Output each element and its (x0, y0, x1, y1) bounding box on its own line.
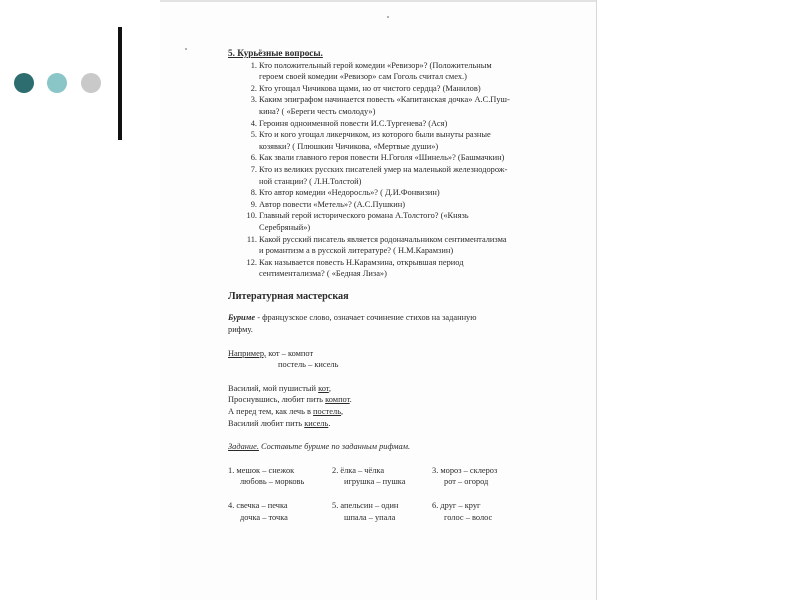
questions-list (228, 60, 568, 280)
rhyme-pair: 5. апельсин – один (332, 501, 399, 510)
definition-term: Буриме (228, 313, 256, 323)
question-text: Кто положительный герой комедии «Ревизор»? (Положительным (259, 60, 492, 70)
question-number: 11. (246, 234, 257, 244)
scan-speck (185, 48, 187, 50)
question-text: Как звали главного героя повести Н.Гоголя «Шинель»? (Башмачкин) (259, 153, 505, 163)
example-pair: кот – компот (266, 348, 314, 358)
rhyme-pair: голос – волос (444, 512, 493, 522)
question-text: и романтизм а в русской литературе? ( Н.М.Карамзин) (259, 246, 454, 256)
question-number: 12. (246, 257, 257, 267)
document-text (228, 48, 568, 523)
poem-line: Проснувшись, любит пить (228, 395, 326, 405)
question-item (250, 94, 568, 117)
punctuation: . (349, 395, 352, 405)
teal-dot-decoration (14, 73, 34, 93)
question-item (250, 152, 568, 164)
question-text: ной станции? ( Л.Н.Толстой) (259, 176, 362, 186)
question-item (250, 129, 568, 152)
question-item (250, 187, 568, 199)
question-text: Какой русский писатель является родоначальником сентиментализма (259, 234, 507, 244)
poem-line: А перед тем, как лечь в (228, 407, 314, 417)
question-text: Как называется повесть Н.Карамзина, открывшая период (259, 257, 464, 267)
question-number: 8. (250, 188, 257, 198)
punctuation: , (328, 383, 331, 393)
rhyme-pair: 1. мешок – снежок (228, 465, 295, 475)
question-text: сентиментализма? ( «Бедная Лиза») (259, 269, 387, 279)
question-item (246, 257, 568, 280)
question-number: 2. (250, 83, 257, 93)
question-text: кина? ( «Береги честь смолоду») (259, 106, 376, 116)
punctuation: , (341, 407, 344, 417)
task-text: Составьте буриме по заданным рифмам. (258, 442, 411, 452)
question-number: 3. (250, 95, 257, 105)
question-text: Кто из великих русских писателей умер на маленькой железнодорож- (259, 164, 508, 174)
question-item (250, 83, 568, 95)
question-number: 7. (250, 164, 257, 174)
rhyme-pair: любовь – морковь (240, 477, 305, 487)
rhyme-cell (228, 465, 332, 488)
question-item (246, 234, 568, 257)
example-pair: постель – кисель (278, 360, 339, 370)
question-number: 6. (250, 153, 257, 163)
rhyme-cell (228, 500, 332, 523)
rhyme-word: кот (318, 383, 329, 393)
gray-dot-decoration (81, 73, 101, 93)
rhyme-pair: шпала – упала (344, 512, 396, 522)
question-text: Серебряный») (259, 222, 311, 232)
rhyme-pair: 4. свечка – печка (228, 501, 288, 510)
rhyme-word: компот (325, 395, 350, 405)
poem-line: Василий любит пить (228, 418, 305, 428)
definition-text: - французское слово, означает сочинение стихов на заданную (255, 313, 477, 323)
question-text: Кто угощал Чичикова щами, но от чистого сердца? (Манилов) (259, 83, 481, 93)
rhyme-pair: дочка – точка (240, 512, 288, 522)
section-title: 5. Курьёзные вопросы. (228, 48, 323, 58)
question-number: 10. (246, 211, 257, 221)
rhyme-pair: рот – огород (444, 477, 489, 487)
question-text: героем своей комедии «Ревизор» сам Гоголь считал смех.) (259, 72, 467, 82)
light-teal-dot-decoration (47, 73, 67, 93)
example-paragraph (228, 348, 568, 371)
question-number: 4. (250, 118, 257, 128)
scan-speck (387, 16, 389, 18)
punctuation: . (328, 418, 331, 428)
question-text: Кто автор комедии «Недоросль»? ( Д.И.Фонвизин) (259, 188, 440, 198)
rhyme-pair: игрушка – пушка (344, 477, 406, 487)
poem-line: Василий, мой пушистый (228, 383, 319, 393)
task-paragraph (228, 441, 568, 453)
rhyme-word: постель (313, 407, 342, 417)
question-item (250, 164, 568, 187)
question-text: Кто и кого угощал ликерчиком, из которого были вынуты разные (259, 130, 491, 140)
rhyme-word: кисель (304, 418, 329, 428)
rhyme-grid (228, 465, 568, 523)
definition-text-continued: рифму. (228, 325, 253, 335)
question-text: Героиня одноименной повести И.С.Тургенева? (Ася) (259, 118, 448, 128)
question-item (250, 118, 568, 130)
question-text: козявки? ( Плюшкин Чичикова, «Мертвые души») (259, 141, 439, 151)
rhyme-pair: 6. друг – круг (432, 501, 481, 510)
question-item (246, 210, 568, 233)
definition-paragraph (228, 312, 568, 335)
rhyme-cell (432, 500, 542, 523)
rhyme-pair: 3. мороз – склероз (432, 465, 498, 475)
question-number: 9. (250, 199, 257, 209)
question-item (250, 199, 568, 211)
rhyme-cell (332, 465, 432, 488)
workshop-heading: Литературная мастерская (228, 290, 349, 302)
rhyme-pair: 2. ёлка – чёлка (332, 465, 385, 475)
question-text: Автор повести «Метель»? (А.С.Пушкин) (259, 199, 405, 209)
question-item (250, 60, 568, 83)
vertical-bar-decoration (118, 27, 122, 140)
question-text: Главный герой исторического романа А.Толстого? («Князь (259, 211, 469, 221)
question-number: 5. (250, 130, 257, 140)
question-text: Каким эпиграфом начинается повесть «Капитанская дочка» А.С.Пуш- (259, 95, 510, 105)
question-number: 1. (250, 60, 257, 70)
example-poem (228, 383, 568, 429)
rhyme-cell (332, 500, 432, 523)
rhyme-cell (432, 465, 542, 488)
task-label: Задание. (228, 442, 259, 452)
example-label: Например, (228, 348, 267, 358)
